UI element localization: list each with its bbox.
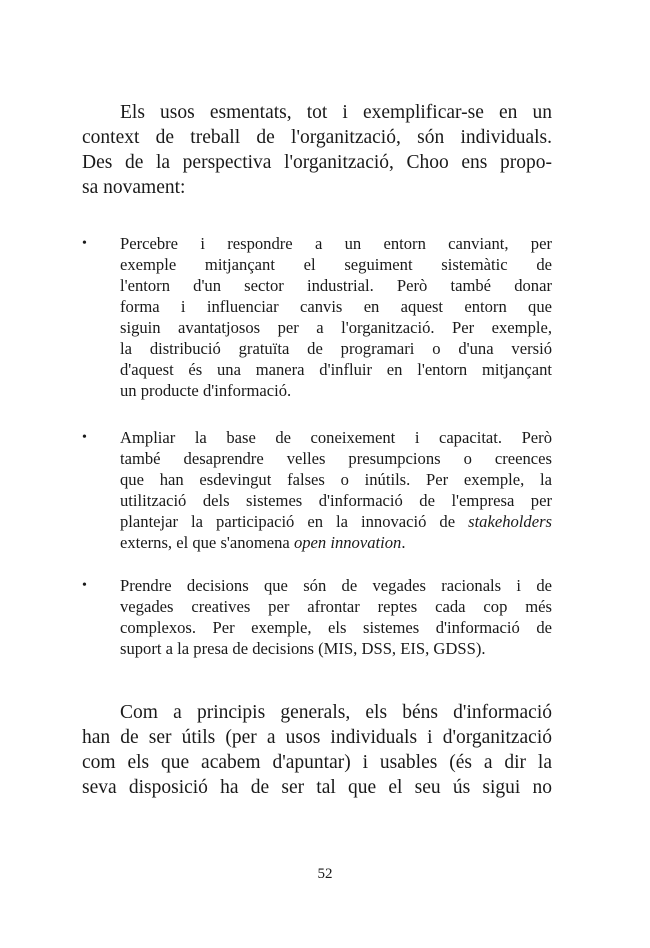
intro-paragraph <box>82 100 552 200</box>
text-line: Ampliar la base de coneixement i capacitat. Però <box>120 428 552 447</box>
text-line: suport a la presa de decisions (MIS, DSS, EIS, GDSS). <box>120 639 486 658</box>
text-run: plantejar la participació en la innovació de <box>120 512 469 531</box>
text-line: vegades creatives per afrontar reptes cada cop més <box>120 597 552 616</box>
text-line: Prendre decisions que són de vegades racionals i de <box>120 576 552 595</box>
bullet-item-1 <box>82 233 552 401</box>
text-line: la distribució gratuïta de programari o d'una versió <box>120 339 552 358</box>
text-line: context de treball de l'organització, són individuals. <box>82 127 552 148</box>
text-line: com els que acabem d'apuntar) i usables (és a dir la <box>82 752 552 773</box>
text-line <box>120 532 552 553</box>
bullet-marker: • <box>82 430 87 445</box>
text-line: siguin avantatjosos per a l'organització. Per exemple, <box>120 318 552 337</box>
italic-term: open innovation <box>293 533 402 552</box>
text-line: Els usos esmentats, tot i exemplificar-se en un <box>120 102 552 123</box>
text-line: Des de la perspectiva l'organització, Choo ens propo- <box>82 152 552 173</box>
bullet-item-3 <box>82 575 552 659</box>
text-run: externs, el que s'anomena <box>120 533 294 552</box>
text-run: . <box>401 533 406 552</box>
text-line: exemple mitjançant el seguiment sistemàtic de <box>120 255 552 274</box>
bullet-item-2 <box>82 427 552 553</box>
closing-paragraph <box>82 700 552 800</box>
text-line: forma i influenciar canvis en aquest entorn que <box>120 297 552 316</box>
text-line: seva disposició ha de ser tal que el seu ús sigui no <box>82 777 552 798</box>
text-line: d'aquest és una manera d'influir en l'entorn mitjançant <box>120 360 552 379</box>
bullet-marker: • <box>82 236 87 251</box>
text-line: han de ser útils (per a usos individuals i d'organització <box>82 727 552 748</box>
text-line: utilització dels sistemes d'informació de l'empresa per <box>120 491 552 510</box>
page-number: 52 <box>317 866 333 882</box>
text-line: complexos. Per exemple, els sistemes d'informació de <box>120 618 552 637</box>
text-line: sa novament: <box>82 177 186 198</box>
text-line: Com a principis generals, els béns d'informació <box>120 702 552 723</box>
bullet-marker: • <box>82 578 87 593</box>
text-line: que han esdevingut falses o inútils. Per exemple, la <box>120 470 552 489</box>
text-line: Percebre i respondre a un entorn canviant, per <box>120 234 552 253</box>
text-line <box>120 511 552 532</box>
text-line: també desaprendre velles presumpcions o creences <box>120 449 552 468</box>
text-line: un producte d'informació. <box>120 381 292 400</box>
italic-term: stakeholders <box>468 512 552 531</box>
text-line: l'entorn d'un sector industrial. Però també donar <box>120 276 552 295</box>
